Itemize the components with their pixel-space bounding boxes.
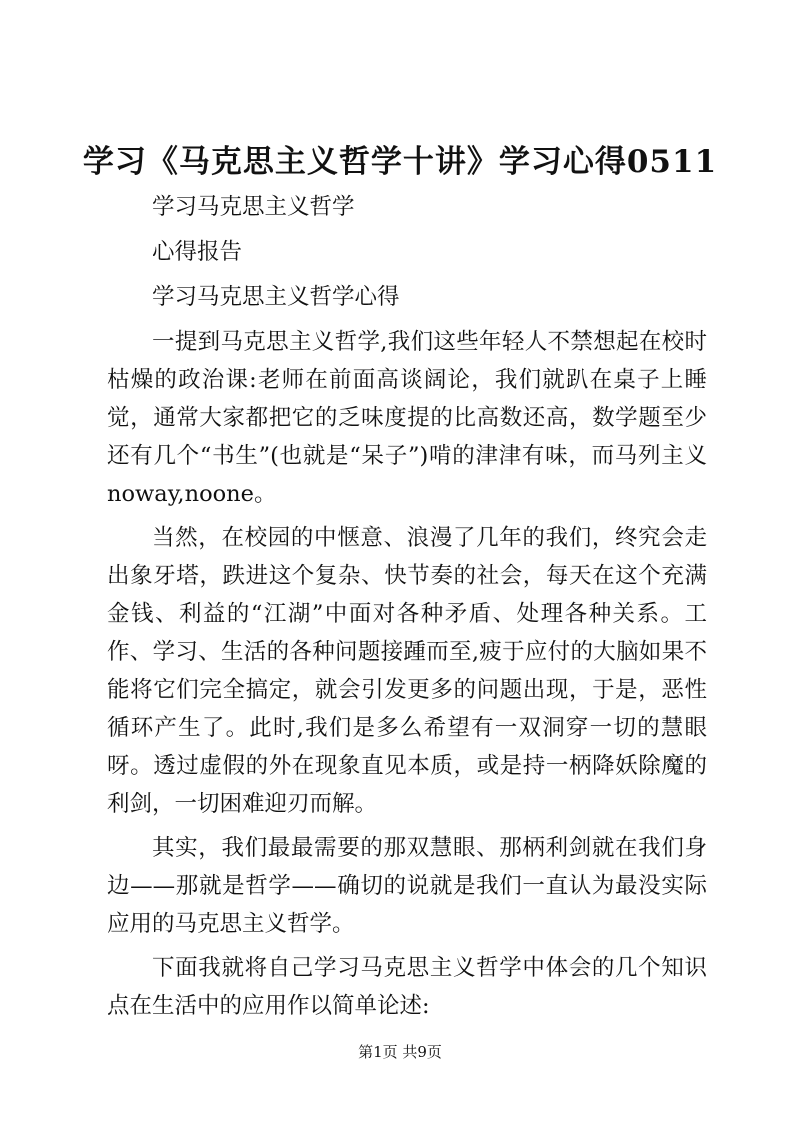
page-number-footer: 第1页 共9页 xyxy=(358,1043,442,1061)
paragraph-philosophy: 其实，我们最最需要的那双慧眼、那柄利剑就在我们身边——那就是哲学——确切的说就是我们一直认为最没实际应用的马克思主义哲学。 xyxy=(107,835,707,937)
paragraph-campus: 当然，在校园的中惬意、浪漫了几年的我们，终究会走出象牙塔，跌进这个复杂、快节奏的社会，每天在这个充满金钱、利益的“江湖”中面对各种矛盾、处理各种关系。工作、学习、生活的各种问题接踵而至,疲于应付的大脑如果不能将它们完全搞定，就会引发更多的问题出现，于是，恶性循环产生了。此时,我们是多么希望有一双洞穿一切的慧眼呀。透过虚假的外在现象直见本质，或是持一柄降妖除魔的利剑，一切困难迎刃而解。 xyxy=(107,525,707,817)
paragraph-subtitle-3: 学习马克思主义哲学心得 xyxy=(152,284,400,310)
paragraph-subtitle-1: 学习马克思主义哲学 xyxy=(152,194,355,220)
paragraph-intro: 一提到马克思主义哲学,我们这些年轻人不禁想起在校时枯燥的政治课:老师在前面高谈阔论，我们就趴在桌子上睡觉，通常大家都把它的乏味度提的比高数还高，数学题至少还有几个“书生”(也就是“呆子”)啃的津津有味，而马列主义noway,noone。 xyxy=(107,329,707,507)
paragraph-subtitle-2: 心得报告 xyxy=(152,239,243,265)
document-title: 学习《马克思主义哲学十讲》学习心得0511 xyxy=(82,144,718,180)
document-body xyxy=(107,188,707,1031)
paragraph-outline: 下面我就将自己学习马克思主义哲学中体会的几个知识点在生活中的应用作以简单论述: xyxy=(107,955,707,1019)
